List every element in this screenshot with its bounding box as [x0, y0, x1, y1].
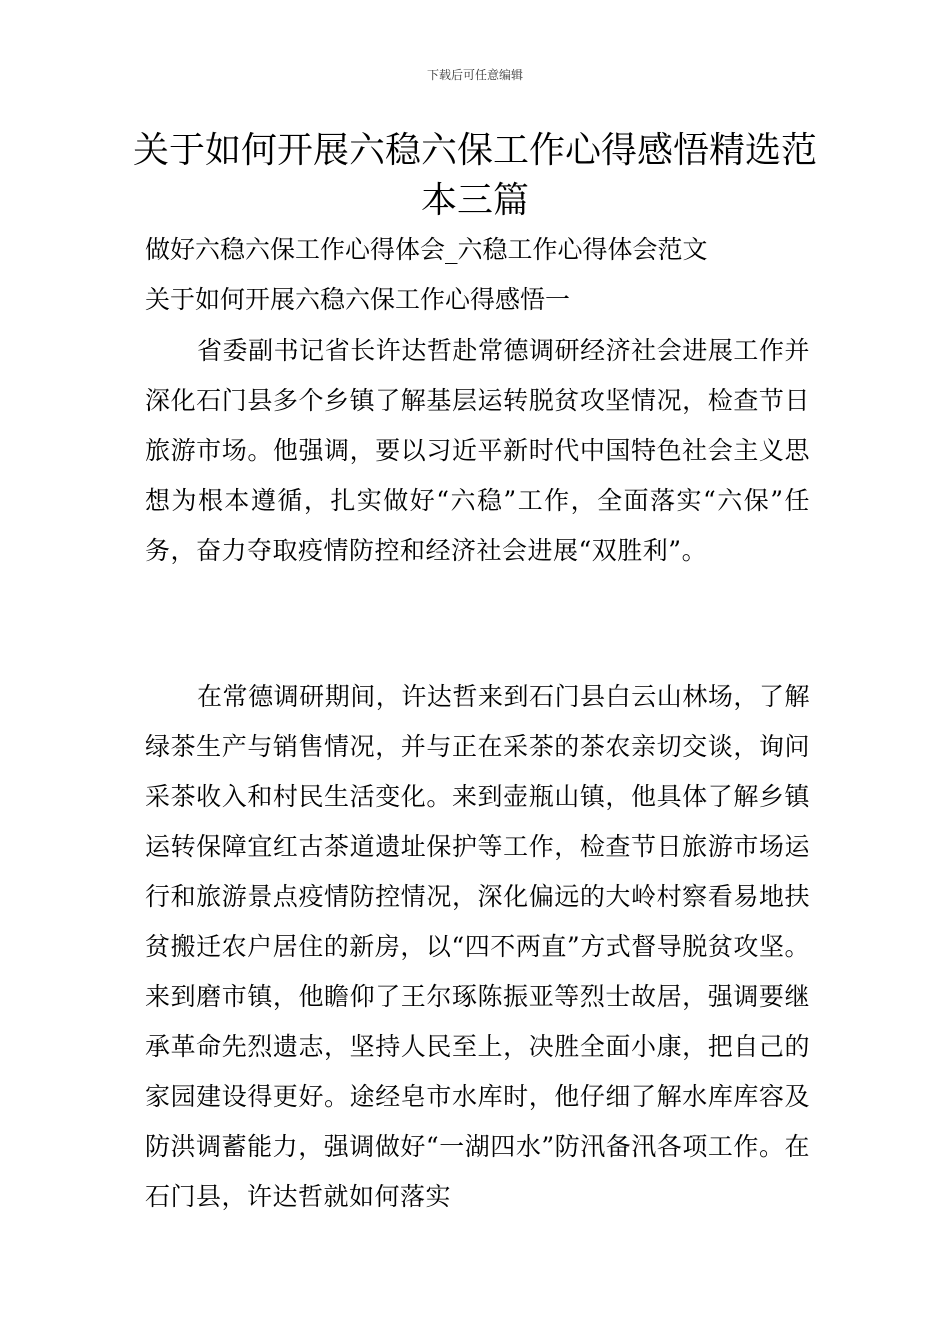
document-title: 关于如何开展六稳六保工作心得感悟精选范本三篇 — [132, 130, 817, 221]
header-note: 下载后可任意编辑 — [426, 68, 523, 82]
body-paragraph: 省委副书记省长许达哲赴常德调研经济社会进展工作并深化石门县多个乡镇了解基层运转脱贫攻坚情况，检查节日旅游市场。他强调，要以习近平新时代中国特色社会主义思想为根本遵循，扎实做好“六稳”工作，全面落实“六保”任务，奋力夺取疫情防控和经济社会进展“双胜利”。 — [145, 336, 810, 565]
section-title: 关于如何开展六稳六保工作心得感悟一 — [145, 285, 571, 314]
body-paragraph: 在常德调研期间，许达哲来到石门县白云山林场，了解绿茶生产与销售情况，并与正在采茶的茶农亲切交谈，询问采茶收入和村民生活变化。来到壶瓶山镇，他具体了解乡镇运转保障宜红古茶道遗址保护等工作，检查节日旅游市场运行和旅游景点疫情防控情况，深化偏远的大岭村察看易地扶贫搬迁农户居住的新房，以“四不两直”方式督导脱贫攻坚。来到磨市镇，他瞻仰了王尔琢陈振亚等烈士故居，强调要继承革命先烈遗志，坚持人民至上，决胜全面小康，把自己的家园建设得更好。途经皂市水库时，他仔细了解水库库容及防洪调蓄能力，强调做好“一湖四水”防汛备汛各项工作。在石门县，许达哲就如何落实 — [145, 682, 810, 1211]
document-subtitle: 做好六稳六保工作心得体会_六稳工作心得体会范文 — [145, 235, 708, 264]
